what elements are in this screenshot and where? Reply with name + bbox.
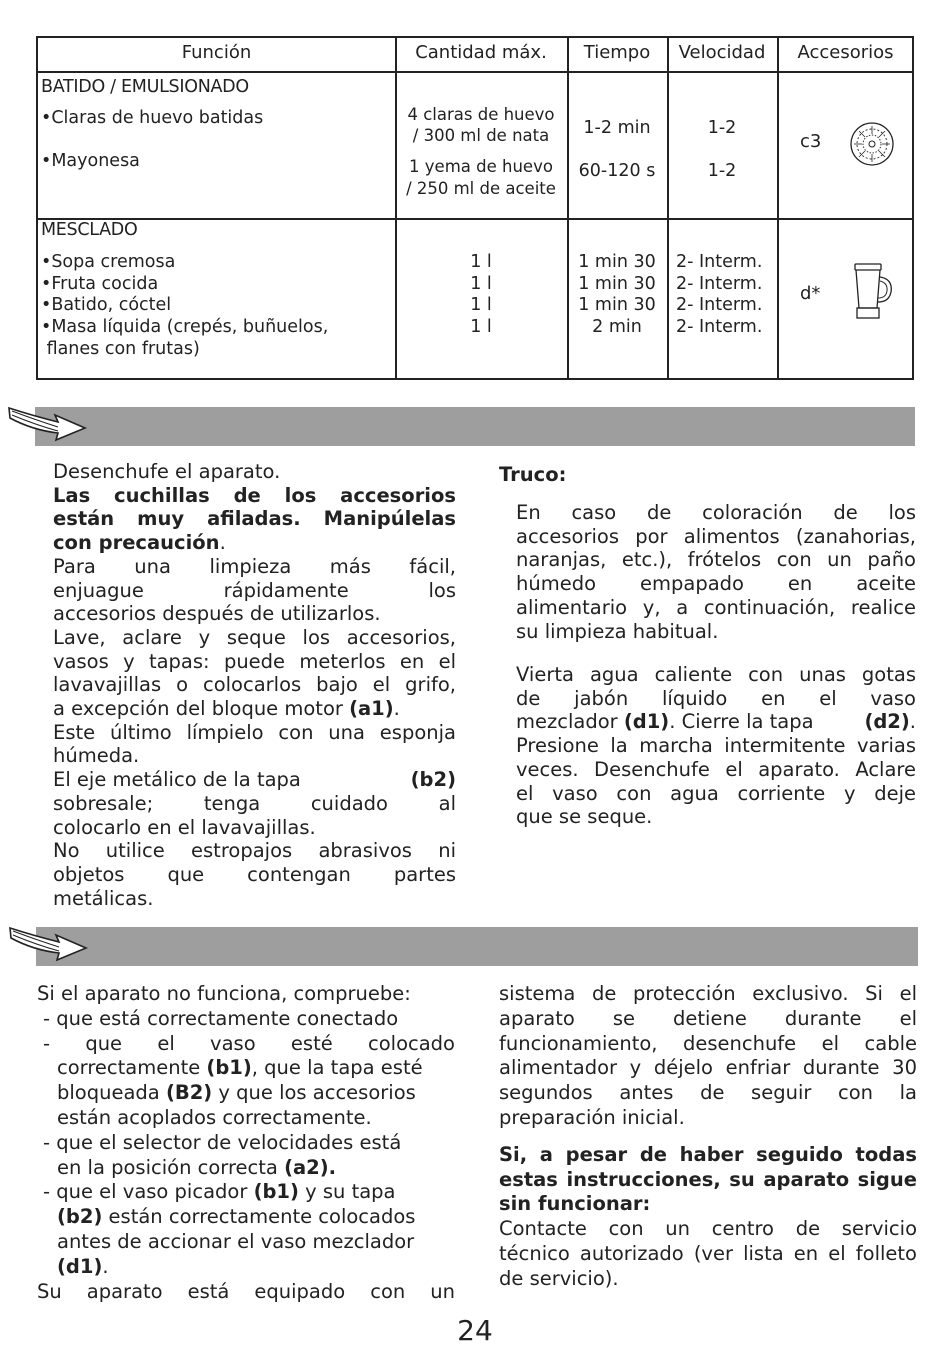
speed-value: 2- Interm. [676, 252, 763, 272]
text-line: Lave, aclare y seque los accesorios, [53, 625, 456, 649]
troubleshooting-right-column [499, 982, 917, 1292]
text-line: En caso de coloración de los [516, 501, 916, 524]
quantity-value: 1 l [470, 274, 492, 294]
text-line: sistema de protección exclusivo. Si el [499, 982, 917, 1005]
quantity-value: 1 l [470, 252, 492, 272]
time-value: 1 min 30 [578, 252, 656, 272]
text-fragment: , que la tapa esté [251, 1056, 423, 1080]
text-fragment: . [219, 531, 226, 555]
text-fragment: y su tapa [298, 1180, 396, 1204]
text-line: Este último límpielo con una esponja [53, 720, 456, 744]
function-item: •Fruta cocida [41, 274, 159, 294]
speed-value: 2- Interm. [676, 295, 763, 315]
header-velocidad: Velocidad [678, 42, 766, 63]
text-fragment: - que el vaso picador [43, 1180, 254, 1204]
text-line: alimentario y, a continuación, realice [516, 595, 916, 619]
time-value: 1 min 30 [578, 295, 656, 315]
text-line: Presione la marcha intermitente varias [516, 734, 916, 758]
speed-value: 2- Interm. [676, 317, 763, 337]
section-bar-cleaning [35, 407, 915, 446]
whisk-disc-icon [849, 121, 895, 167]
text-line: antes de accionar el vaso mezclador [57, 1229, 415, 1253]
time-value: 1-2 min [583, 118, 651, 138]
check-item: - que está correctamente conectado [43, 1006, 399, 1030]
section-title-mesclado: MESCLADO [41, 220, 138, 240]
warning-line: con precaución [53, 531, 220, 555]
quantity-value: 1 l [470, 295, 492, 315]
function-item: •Batido, cóctel [41, 295, 172, 315]
section-title-batido: BATIDO / EMULSIONADO [41, 77, 249, 97]
text-fragment: . [909, 710, 916, 734]
text-line: que se seque. [516, 805, 653, 829]
text-line: accesorios después de utilizarlos. [53, 602, 381, 626]
part-reference: (b2) [410, 768, 456, 792]
warning-line: están muy afiladas. Manipúlelas [53, 507, 456, 531]
cleaning-left-column [53, 460, 456, 910]
part-reference: (d1) [57, 1254, 103, 1278]
tip-paragraph-2 [516, 663, 916, 829]
tip-paragraph-1 [516, 501, 916, 643]
troubleshooting-left-column [37, 982, 455, 1304]
text-line: alimentador y déjelo enfriar durante 30 [499, 1056, 917, 1080]
time-value: 1 min 30 [578, 274, 656, 294]
text-line: Desenchufe el aparato. [53, 460, 281, 483]
warning-line: Si, a pesar de haber seguido todas [499, 1142, 917, 1166]
text-line: metálicas. [53, 886, 154, 910]
text-fragment: en la posición correcta [57, 1155, 285, 1179]
quantity-value: 1 l [470, 317, 492, 337]
speed-value: 1-2 [707, 161, 737, 181]
part-reference: (b1) [206, 1056, 252, 1080]
text-fragment: bloqueada [57, 1081, 166, 1105]
text-fragment: a excepción del bloque motor [53, 697, 350, 721]
function-item: •Claras de huevo batidas [41, 108, 264, 128]
part-reference: (a1) [349, 697, 394, 721]
text-line: están acoplados correctamente. [57, 1105, 372, 1129]
header-funcion: Función [181, 42, 252, 63]
text-line: húmeda. [53, 744, 140, 768]
text-fragment: . [393, 697, 400, 721]
text-line: funcionamiento, desenchufe el cable [499, 1031, 917, 1055]
text-fragment: . Cierre la tapa [669, 710, 814, 734]
text-fragment: mezclador [516, 710, 624, 734]
speed-value: 2- Interm. [676, 274, 763, 294]
text-fragment: . [102, 1254, 109, 1278]
table-col-divider [667, 38, 669, 378]
speed-value: 1-2 [707, 118, 737, 138]
quantity-value: / 300 ml de nata [412, 126, 550, 145]
table-header-divider [38, 71, 912, 73]
text-line: sobresale; tenga cuidado al [53, 791, 456, 815]
part-reference: (b1) [253, 1180, 299, 1204]
quantity-value: 4 claras de huevo [407, 105, 555, 124]
accessory-code: c3 [800, 131, 822, 152]
text-line: Contacte con un centro de servicio [499, 1217, 917, 1241]
function-item: •Sopa cremosa [41, 252, 176, 272]
text-line: No utilice estropajos abrasivos ni [53, 839, 456, 863]
text-line: veces. Desenchufe el aparato. Aclare [516, 757, 916, 781]
table-section-divider [38, 218, 912, 220]
text-line: accesorios por alimentos (zanahorias, [516, 524, 916, 548]
text-line: lavavajillas o colocarlos bajo el grifo, [53, 673, 456, 697]
check-item: - que el selector de velocidades está [43, 1130, 402, 1154]
table-col-divider [777, 38, 779, 378]
part-reference: (d1) [623, 710, 670, 734]
accessory-code: d* [800, 283, 821, 304]
warning-line: sin funcionar: [499, 1192, 651, 1216]
text-line: Para una limpieza más fácil, [53, 554, 456, 578]
text-line: naranjas, etc.), frótelos con un paño [516, 548, 916, 572]
text-line: su limpieza habitual. [516, 619, 719, 643]
text-line: Si el aparato no funciona, compruebe: [37, 982, 411, 1005]
text-line: vasos y tapas: puede meterlos en el [53, 649, 456, 673]
text-line: preparación inicial. [499, 1105, 685, 1129]
text-fragment: están correctamente colocados [102, 1205, 416, 1229]
text-line: aparato se detiene durante el [499, 1006, 917, 1030]
text-fragment: y que los accesorios [212, 1081, 416, 1105]
function-item: •Mayonesa [41, 151, 140, 171]
time-value: 2 min [592, 317, 642, 337]
part-reference: (b2) [57, 1205, 103, 1229]
hand-pointer-arrow-icon [7, 920, 89, 966]
text-line: húmedo empapado en aceite [516, 572, 916, 596]
quantity-value: 1 yema de huevo [409, 157, 553, 176]
part-reference: (d2) [864, 710, 910, 734]
text-fragment: correctamente [57, 1056, 207, 1080]
hand-pointer-arrow-icon [6, 400, 88, 446]
text-line: colocarlo en el lavavajillas. [53, 815, 316, 839]
warning-line: estas instrucciones, su aparato sigue [499, 1167, 917, 1191]
text-line: de servicio). [499, 1266, 619, 1290]
check-item: - que el vaso esté colocado [43, 1031, 455, 1055]
tip-heading: Truco: [499, 463, 567, 486]
text-fragment: El eje metálico de la tapa [53, 768, 301, 792]
text-line: objetos que contengan partes [53, 862, 456, 886]
part-reference: (B2) [165, 1081, 213, 1105]
text-line: Su aparato está equipado con un [37, 1279, 455, 1303]
function-item: flanes con frutas) [41, 339, 200, 359]
blender-jug-icon [847, 262, 897, 322]
text-line: segundos antes de seguir con la [499, 1081, 917, 1105]
header-accesorios: Accesorios [797, 42, 894, 63]
warning-line: Las cuchillas de los accesorios [53, 483, 456, 507]
quantity-value: / 250 ml de aceite [406, 179, 556, 198]
header-tiempo: Tiempo [583, 42, 651, 63]
text-line: técnico autorizado (ver lista en el folleto [499, 1241, 917, 1265]
section-bar-troubleshooting [36, 927, 918, 966]
page-number: 24 [457, 1314, 493, 1347]
text-line: Vierta agua caliente con unas gotas [516, 663, 916, 686]
text-line: de jabón líquido en el vaso [516, 686, 916, 710]
text-line: el vaso con agua corriente y deje [516, 781, 916, 805]
part-reference: (a2). [284, 1155, 337, 1179]
header-cantidad: Cantidad máx. [415, 42, 547, 63]
text-line: enjuague rápidamente los [53, 578, 456, 602]
time-value: 60-120 s [578, 161, 656, 181]
function-item: •Masa líquida (crepés, buñuelos, [41, 317, 329, 337]
